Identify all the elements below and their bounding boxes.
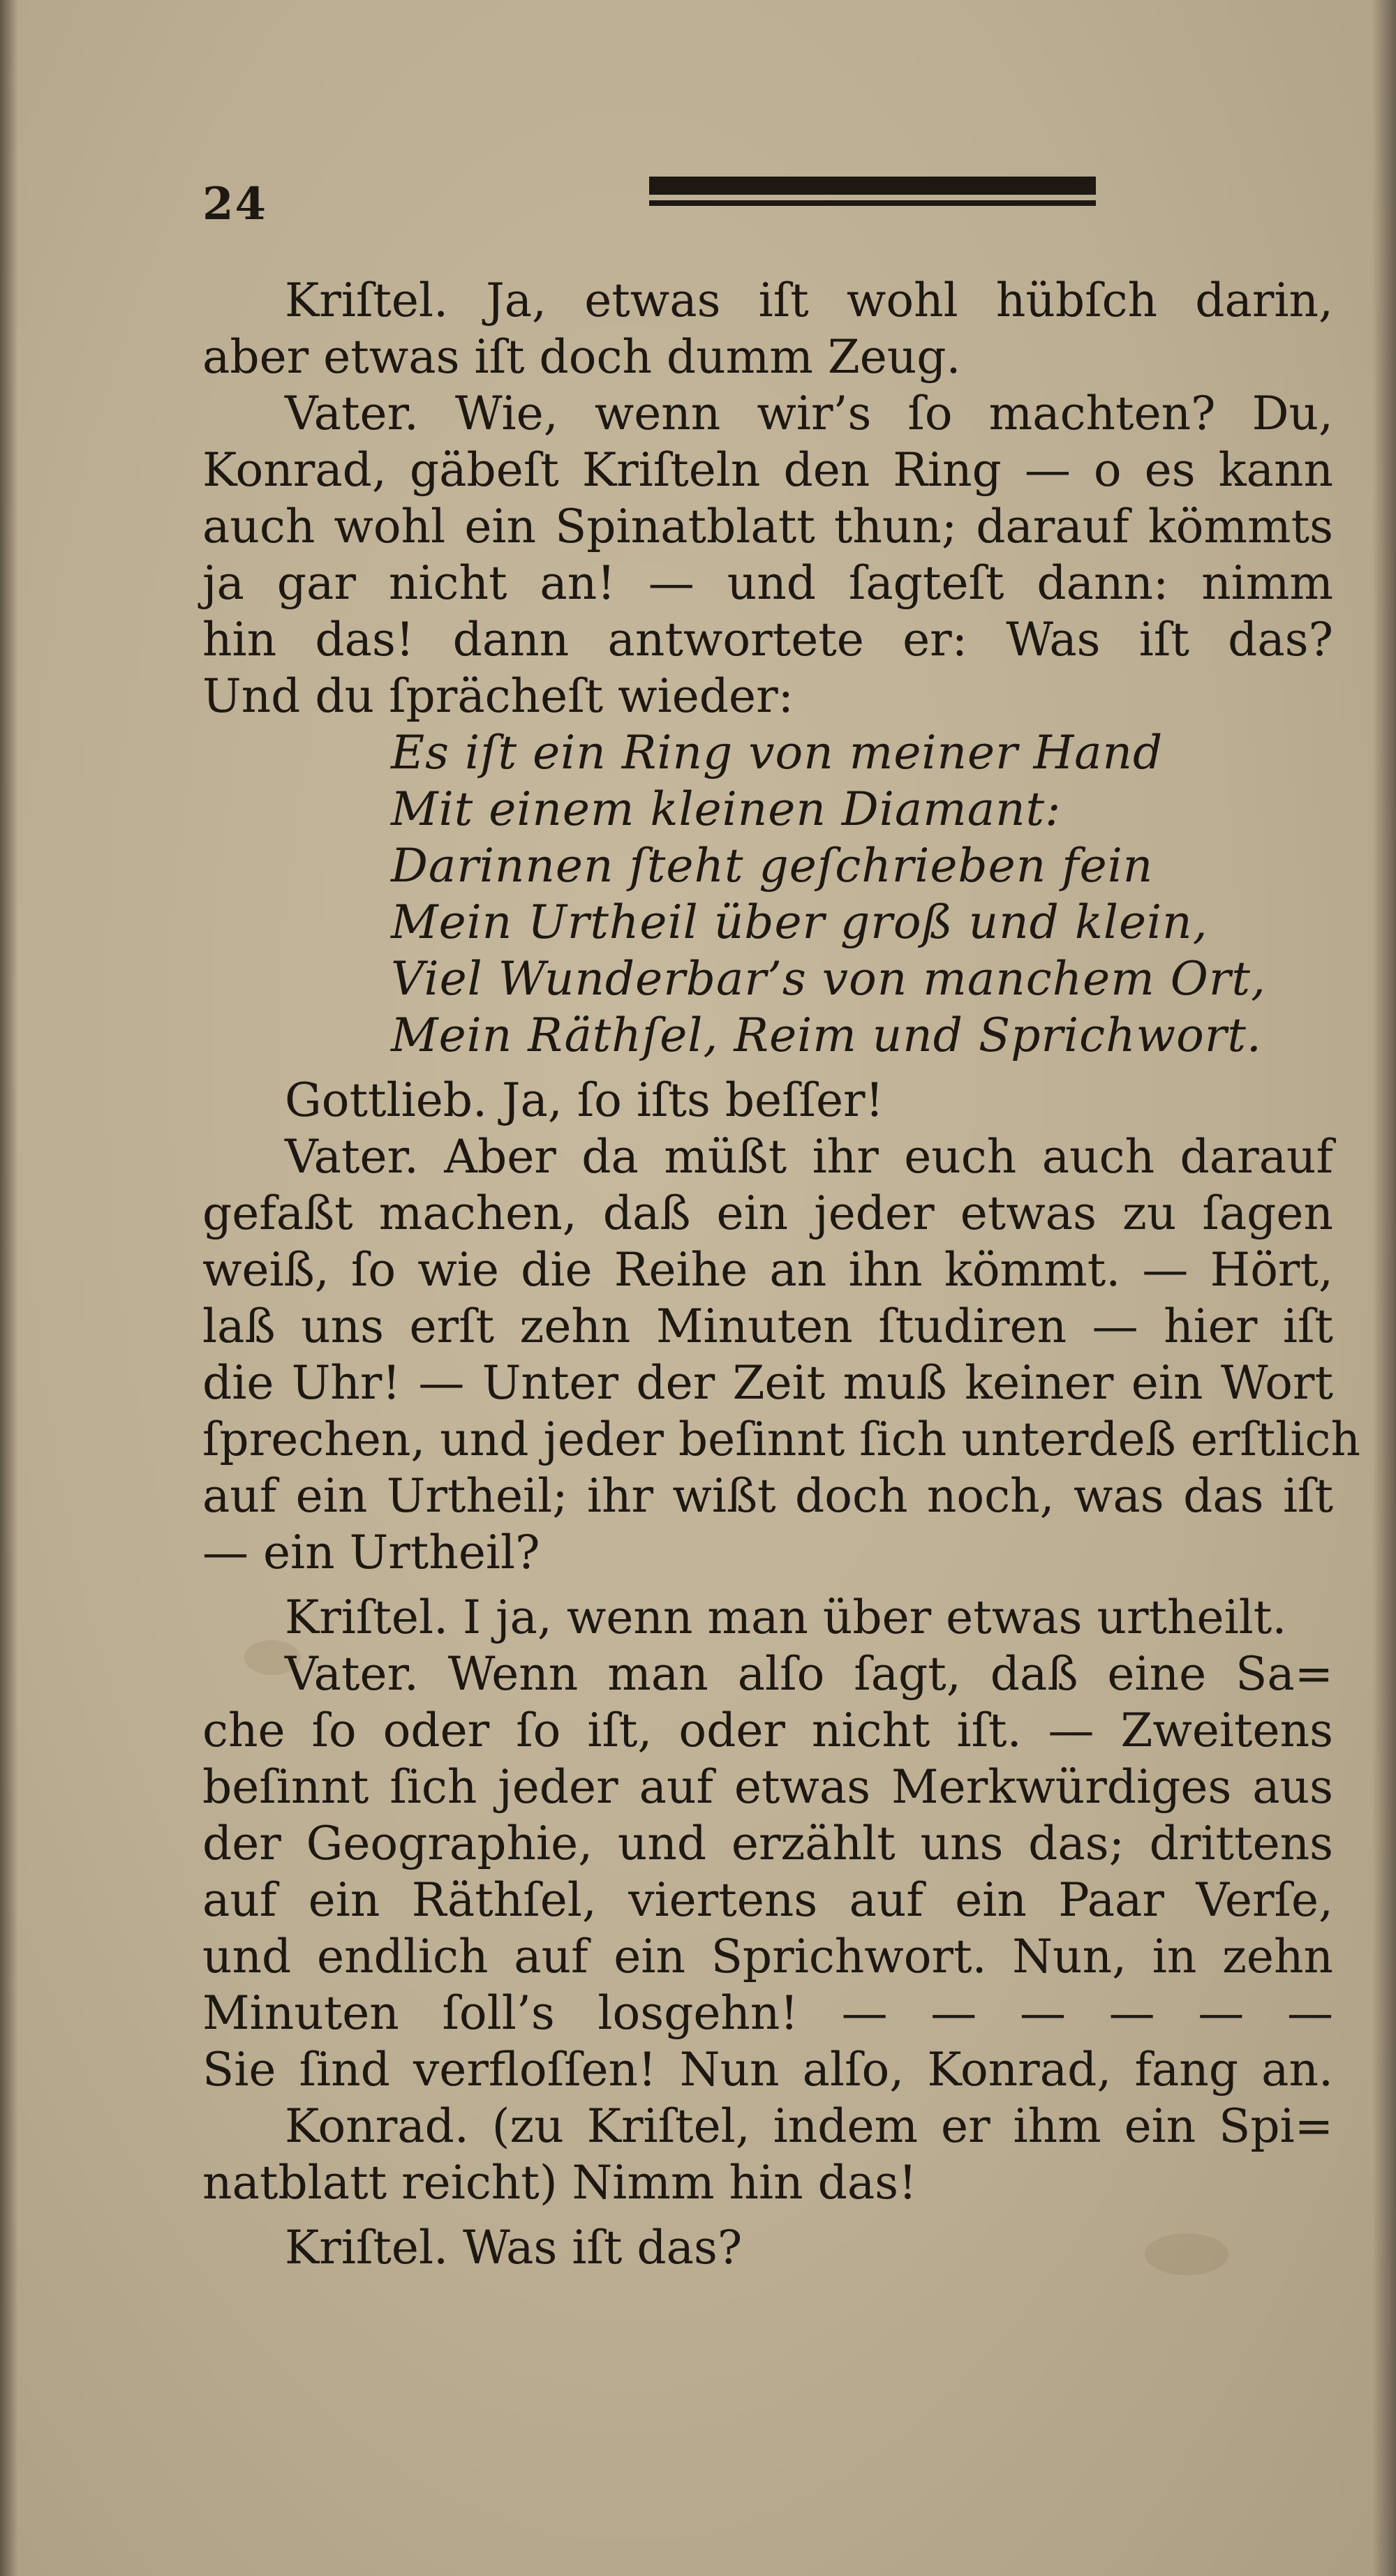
text-line: Gottlieb. Ja, ſo iſts beſſer! [285, 1073, 884, 1127]
page-right-edge-shadow [1372, 0, 1396, 2576]
spacer [202, 1064, 1333, 1072]
text-line: weiß, ſo wie die Reihe an ihn kömmt. — Hört, [202, 1243, 1333, 1297]
text-line: Kriſtel. Ja, etwas iſt wohl hübſch darin, [285, 274, 1333, 327]
verse-line: Mit einem kleinen Diamant: [391, 782, 1062, 836]
header-rule-thick [649, 177, 1096, 195]
text-line: laß uns erſt zehn Minuten ſtudiren — hier iſt [202, 1300, 1333, 1353]
page-number: 24 [202, 178, 268, 230]
text-line: die Uhr! — Unter der Zeit muß keiner ein Wort [202, 1356, 1333, 1410]
spacer [202, 2211, 1333, 2219]
text-line: hin das! dann antwortete er: Was iſt das? [202, 613, 1333, 667]
text-line: — ein Urtheil? [202, 1526, 540, 1579]
page-header [202, 178, 1319, 241]
text-line: Kriſtel. Was iſt das? [285, 2221, 743, 2275]
text-line: Und du ſprächeſt wieder: [202, 669, 794, 723]
text-line: beſinnt ſich jeder auf etwas Merkwürdiges aus [202, 1760, 1333, 1814]
verse-line: Mein Räthſel, Reim und Sprichwort. [391, 1008, 1262, 1062]
text-line: natblatt reicht) Nimm hin das! [202, 2156, 917, 2210]
text-line: Vater. Aber da müßt ihr euch auch darauf [285, 1130, 1333, 1184]
text-line: che ſo oder ſo iſt, oder nicht iſt. — Zweitens [202, 1704, 1333, 1757]
verse-line: Mein Urtheil über groß und klein, [391, 895, 1208, 949]
page-left-edge-shadow [0, 0, 18, 2576]
text-line: Konrad, gäbeſt Kriſteln den Ring — o es kann [202, 443, 1333, 497]
spacer [202, 1581, 1333, 1589]
verse-line: Viel Wunderbar’s von manchem Ort, [391, 952, 1266, 1006]
header-rule-ornament [649, 177, 1096, 210]
text-line: aber etwas iſt doch dumm Zeug. [202, 330, 961, 384]
text-line: ſprechen, und jeder beſinnt ſich unterdeß erſtlich [202, 1413, 1360, 1466]
page-text [202, 272, 1360, 2276]
text-line: Kriſtel. I ja, wenn man über etwas urtheilt. [285, 1591, 1287, 1644]
text-line: gefaßt machen, daß ein jeder etwas zu ſagen [202, 1186, 1333, 1240]
text-line: Konrad. (zu Kriſtel, indem er ihm ein Spi= [285, 2099, 1333, 2153]
text-line: der Geographie, und erzählt uns das; drittens [202, 1817, 1333, 1870]
text-line: Vater. Wenn man alſo ſagt, daß eine Sa= [285, 1647, 1333, 1701]
text-line: Sie ſind verfloſſen! Nun alſo, Konrad, fang an. [202, 2043, 1333, 2097]
header-rule-thin [649, 200, 1096, 206]
verse-line: Es iſt ein Ring von meiner Hand [391, 726, 1164, 780]
text-line: und endlich auf ein Sprichwort. Nun, in zehn [202, 1930, 1333, 1983]
text-line: Vater. Wie, wenn wir’s ſo machten? Du, [285, 387, 1333, 440]
text-line: auf ein Urtheil; ihr wißt doch noch, was das iſt [202, 1469, 1333, 1523]
text-line: auf ein Räthſel, viertens auf ein Paar Verſe, [202, 1873, 1333, 1927]
verse-line: Darinnen ſteht geſchrieben fein [391, 839, 1154, 893]
text-line: auch wohl ein Spinatblatt thun; darauf kömmts [202, 500, 1333, 553]
text-line: ja gar nicht an! — und ſagteſt dann: nimm [202, 556, 1333, 610]
text-line: Minuten ſoll’s losgehn! — — — — — — [202, 1986, 1333, 2040]
